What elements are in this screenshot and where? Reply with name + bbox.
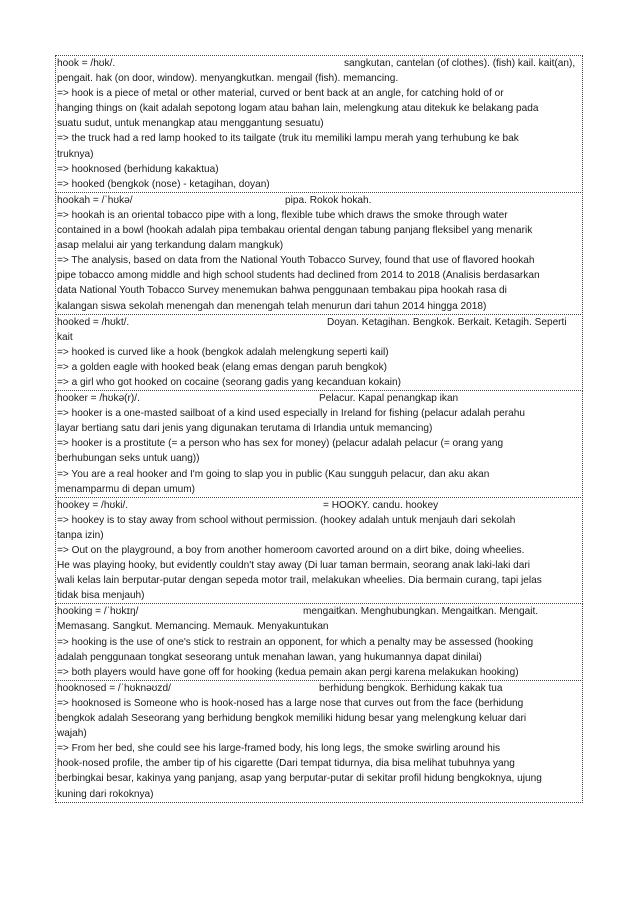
entry-text-line: kait	[57, 331, 73, 343]
meaning-summary: sangkutan, cantelan (of clothes). (fish) kail. kait(an),	[344, 58, 576, 69]
entry-text-line: => You are a real hooker and I'm going to slap you in public (Kau sungguh pelacur, dan aku akan	[57, 468, 490, 480]
entry-text-line: data National Youth Tobacco Survey menemukan bahwa penggunaan tembakau pipa hookah rasa di	[57, 285, 507, 297]
entry-text-line: => hooknosed (berhidung kakaktua)	[57, 163, 219, 175]
entry-header	[57, 315, 581, 330]
dictionary-entry	[55, 192, 583, 315]
entry-text-line: => a girl who got hooked on cocaine (seorang gadis yang kecanduan kokain)	[57, 376, 401, 388]
entry-text-line: hook-nosed profile, the amber tip of his cigarette (Dari tempat tidurnya, dia bisa melihat tubuhnya yang	[57, 758, 515, 770]
entry-text-line: => the truck had a red lamp hooked to its tailgate (truk itu memiliki lampu merah yang terhubung ke bak	[57, 133, 519, 145]
entry-text-line: => hooked is curved like a hook (bengkok adalah melengkung seperti kail)	[57, 346, 389, 358]
entry-header	[57, 681, 581, 696]
entry-list	[55, 55, 583, 803]
meaning-summary: berhidung bengkok. Berhidung kakak tua	[319, 682, 503, 694]
dictionary-entry	[55, 680, 583, 803]
headword: hooker = /hʊkə(r)/.	[57, 393, 140, 405]
meaning-summary: Doyan. Ketagihan. Bengkok. Berkait. Ketagih. Seperti	[327, 316, 567, 328]
headword: hookey = /hʊki/.	[57, 499, 129, 511]
meaning-summary: = HOOKY. candu. hookey	[323, 499, 439, 511]
entry-text-line: menamparmu di depan umum)	[57, 483, 196, 495]
dictionary-entry	[55, 390, 583, 498]
entry-text-line: => Out on the playground, a boy from another homeroom cavorted around on a dirt bike, doing wheelies.	[57, 545, 525, 556]
dictionary-entry	[55, 314, 583, 391]
headword: hooking = /ˈhʊkɪŋ/	[57, 606, 139, 618]
headword: hooked = /hʊkt/.	[57, 316, 130, 328]
entry-text-line: contained in a bowl (hookah adalah pipa tembakau oriental dengan tabung panjang fleksibel yang menarik	[57, 225, 533, 237]
entry-text-line: => hooker is a one-masted sailboat of a kind used especially in Ireland for fishing (pelacur adalah perahu	[57, 408, 525, 420]
entry-text-line: wali kelas lain berputar-putar dengan sepeda motor trail, melakukan wheelies. Dia bermain curang, tapi jelas	[57, 575, 542, 587]
dictionary-page	[55, 56, 583, 803]
entry-text-line: => hooked (bengkok (nose) - ketagihan, doyan)	[57, 178, 270, 190]
entry-text-line: => both players would have gone off for hooking (kedua pemain akan pergi karena melakukan hooking)	[57, 666, 519, 678]
entry-header	[57, 56, 581, 71]
entry-text-line: => hooknosed is Someone who is hook-nosed has a large nose that curves out from the face (berhidung	[57, 697, 524, 709]
entry-text-line: => a golden eagle with hooked beak (elang emas dengan paruh bengkok)	[57, 361, 387, 373]
entry-text-line: => hook is a piece of metal or other material, curved or bent back at an angle, for catching hold of or	[57, 88, 504, 100]
entry-text-line: => hookey is to stay away from school without permission. (hookey adalah untuk menjauh dari sekolah	[57, 514, 516, 526]
entry-text-line: => hookah is an oriental tobacco pipe with a long, flexible tube which draws the smoke through water	[57, 209, 508, 221]
entry-text-line: pipe tobacco among middle and high school students had declined from 2014 to 2018 (Analisis berdasarkan	[57, 270, 540, 282]
entry-text-line: layar bertiang satu dari jenis yang digunakan terutama di Irlandia untuk memancing)	[57, 423, 433, 435]
meaning-summary: Pelacur. Kapal penangkap ikan	[319, 393, 459, 405]
entry-text-line: => hooker is a prostitute (= a person who has sex for money) (pelacur adalah pelacur (= orang yang	[57, 438, 504, 450]
entry-text-line: => hooking is the use of one's stick to restrain an opponent, for which a penalty may be assessed (hooking	[57, 636, 534, 648]
entry-text-line: wajah)	[57, 728, 87, 740]
entry-text-line: kalangan siswa sekolah menengah dan menengah telah menurun dari tahun 2014 hingga 2018)	[57, 300, 487, 312]
entry-text-line: suatu sudut, untuk menangkap atau menggantung sesuatu)	[57, 118, 324, 130]
entry-text-line: Memasang. Sangkut. Memancing. Memauk. Menyakuntukan	[57, 621, 329, 633]
entry-header	[57, 193, 581, 208]
entry-text-line: pengait. hak (on door, window). menyangkutkan. mengail (fish). memancing.	[57, 73, 399, 85]
dictionary-entry	[55, 497, 583, 605]
entry-text-line: tidak bisa menjauh)	[57, 590, 145, 602]
entry-text-line: hanging things on (kait adalah sepotong logam atau bahan lain, melengkung atau ditekuk ke belakang pada	[57, 103, 539, 115]
entry-header	[57, 604, 581, 619]
entry-text-line: berhubungan seks untuk uang))	[57, 453, 200, 465]
entry-text-line: kuning dari rokoknya)	[57, 788, 154, 800]
entry-text-line: => From her bed, she could see his large-framed body, his long legs, the smoke swirling around his	[57, 743, 501, 755]
entry-text-line: He was playing hooky, but evidently couldn't stay away (Di luar taman bermain, seorang anak laki-laki dari	[57, 560, 531, 572]
entry-header	[57, 391, 581, 406]
entry-text-line: => The analysis, based on data from the National Youth Tobacco Survey, found that use of flavored hookah	[57, 255, 535, 267]
entry-text-line: bengkok adalah Seseorang yang berhidung bengkok memiliki hidung besar yang melengkung keluar dari	[57, 713, 527, 725]
meaning-summary: mengaitkan. Menghubungkan. Mengaitkan. Mengait.	[303, 606, 539, 618]
entry-text-line: asap melalui air yang terkandung dalam mangkuk)	[57, 240, 284, 252]
dictionary-entry	[55, 603, 583, 680]
dictionary-entry	[55, 55, 583, 193]
entry-header	[57, 498, 581, 513]
headword: hooknosed = /ˈhʊknəʊzd/	[57, 682, 171, 694]
entry-text-line: berbingkai besar, kakinya yang panjang, asap yang berputar-putar di sekitar profil hidung bengkoknya, ujung	[57, 773, 542, 785]
headword: hookah = /ˈhʊkə/	[57, 194, 133, 206]
entry-text-line: tanpa izin)	[57, 529, 104, 541]
meaning-summary: pipa. Rokok hokah.	[285, 194, 372, 206]
entry-text-line: adalah penggunaan tongkat seseorang untuk menahan lawan, yang hukumannya dapat dinilai)	[57, 651, 482, 663]
headword: hook = /hʊk/.	[57, 58, 116, 69]
entry-text-line: truknya)	[57, 148, 94, 160]
